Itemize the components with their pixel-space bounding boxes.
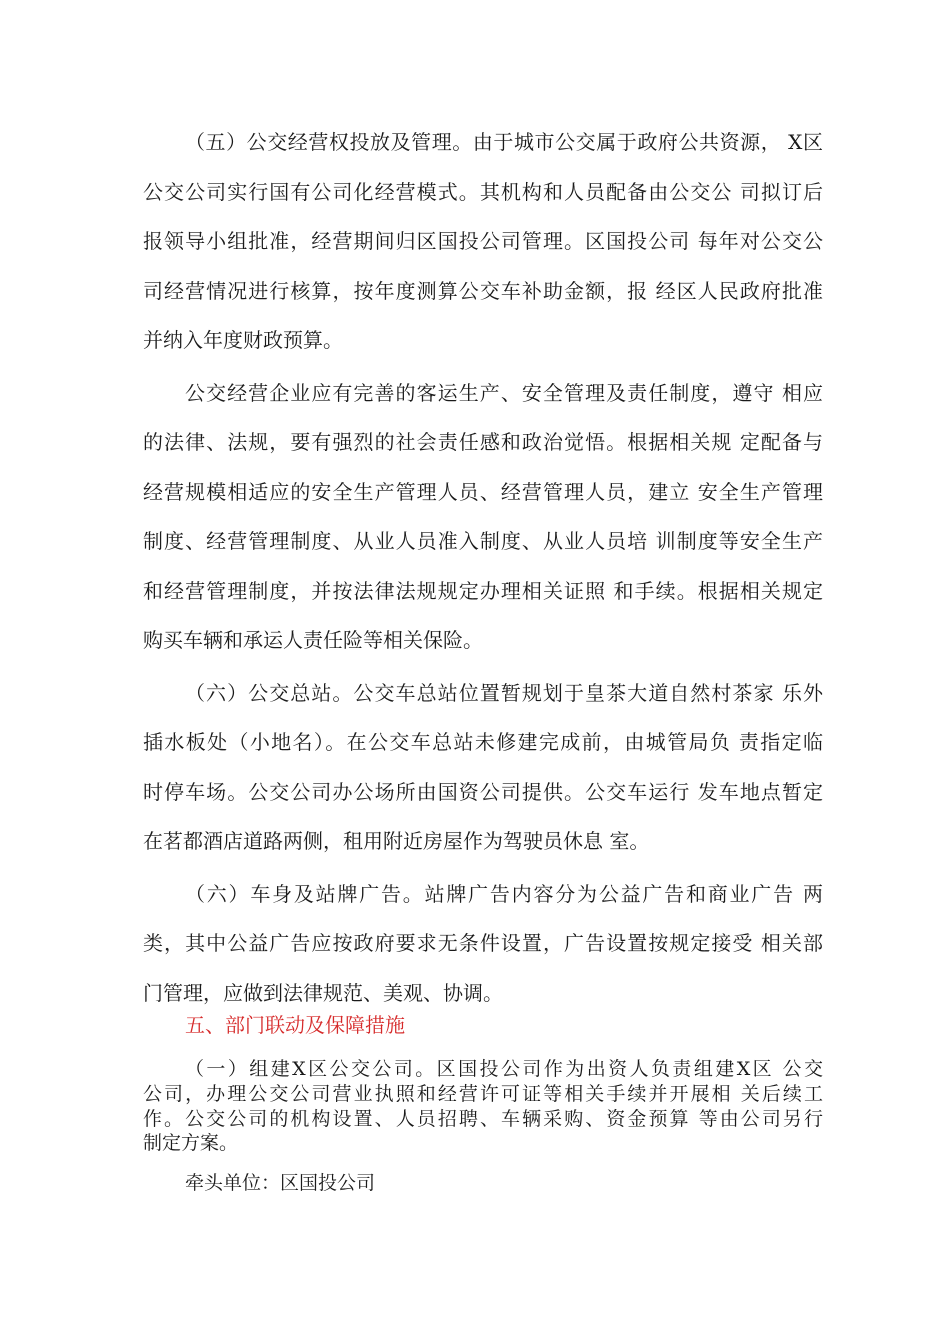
paragraph-line: 公司，办理公交公司营业执照和经营许可证等相关手续并开展相 关后续工 xyxy=(143,1083,823,1105)
paragraph-line: 公交经营企业应有完善的客运生产、安全管理及责任制度，遵守 相应 xyxy=(185,381,823,405)
paragraph-line: 类，其中公益广告应按政府要求无条件设置，广告设置按规定接受 相关部 xyxy=(143,931,823,955)
paragraph-line: 司经营情况进行核算，按年度测算公交车补助金额，报 经区人民政府批准 xyxy=(143,279,823,303)
section-heading: 五、部门联动及保障措施 xyxy=(185,1013,405,1037)
paragraph-line: 购买车辆和承运人责任险等相关保险。 xyxy=(143,628,483,652)
paragraph-line: （一）组建X区公交公司。区国投公司作为出资人负责组建X区 公交 xyxy=(185,1058,823,1080)
paragraph-line: 并纳入年度财政预算。 xyxy=(143,328,343,352)
paragraph-line: （六）车身及站牌广告。站牌广告内容分为公益广告和商业广告 两 xyxy=(185,882,823,906)
paragraph-line: 时停车场。公交公司办公场所由国资公司提供。公交车运行 发车地点暂定 xyxy=(143,780,823,804)
paragraph-line: 的法律、法规，要有强烈的社会责任感和政治觉悟。根据相关规 定配备与 xyxy=(143,430,823,454)
lead-unit: 牵头单位：区国投公司 xyxy=(185,1172,376,1194)
paragraph-line: 经营规模相适应的安全生产管理人员、经营管理人员，建立 安全生产管理 xyxy=(143,480,823,504)
paragraph-line: 门管理，应做到法律规范、美观、协调。 xyxy=(143,981,503,1005)
paragraph-line: 和经营管理制度，并按法律法规规定办理相关证照 和手续。根据相关规定 xyxy=(143,579,823,603)
paragraph-line: （六）公交总站。公交车总站位置暂规划于皇茶大道自然村茶家 乐外 xyxy=(185,681,823,705)
paragraph-line: 报领导小组批准，经营期间归区国投公司管理。区国投公司 每年对公交公 xyxy=(143,229,823,253)
paragraph-line: 制度、经营管理制度、从业人员准入制度、从业人员培 训制度等安全生产 xyxy=(143,529,823,553)
paragraph-line: 在茗都酒店道路两侧，租用附近房屋作为驾驶员休息 室。 xyxy=(143,829,650,853)
paragraph-line: 插水板处（小地名）。在公交车总站未修建完成前，由城管局负 责指定临 xyxy=(143,730,823,754)
paragraph-line: 作。公交公司的机构设置、人员招聘、车辆采购、资金预算 等由公司另行 xyxy=(143,1108,823,1130)
paragraph-line: 制定方案。 xyxy=(143,1132,239,1154)
paragraph-line: 公交公司实行国有公司化经营模式。其机构和人员配备由公交公 司拟订后 xyxy=(143,180,823,204)
paragraph-line: （五）公交经营权投放及管理。由于城市公交属于政府公共资源， X区 xyxy=(185,130,823,154)
